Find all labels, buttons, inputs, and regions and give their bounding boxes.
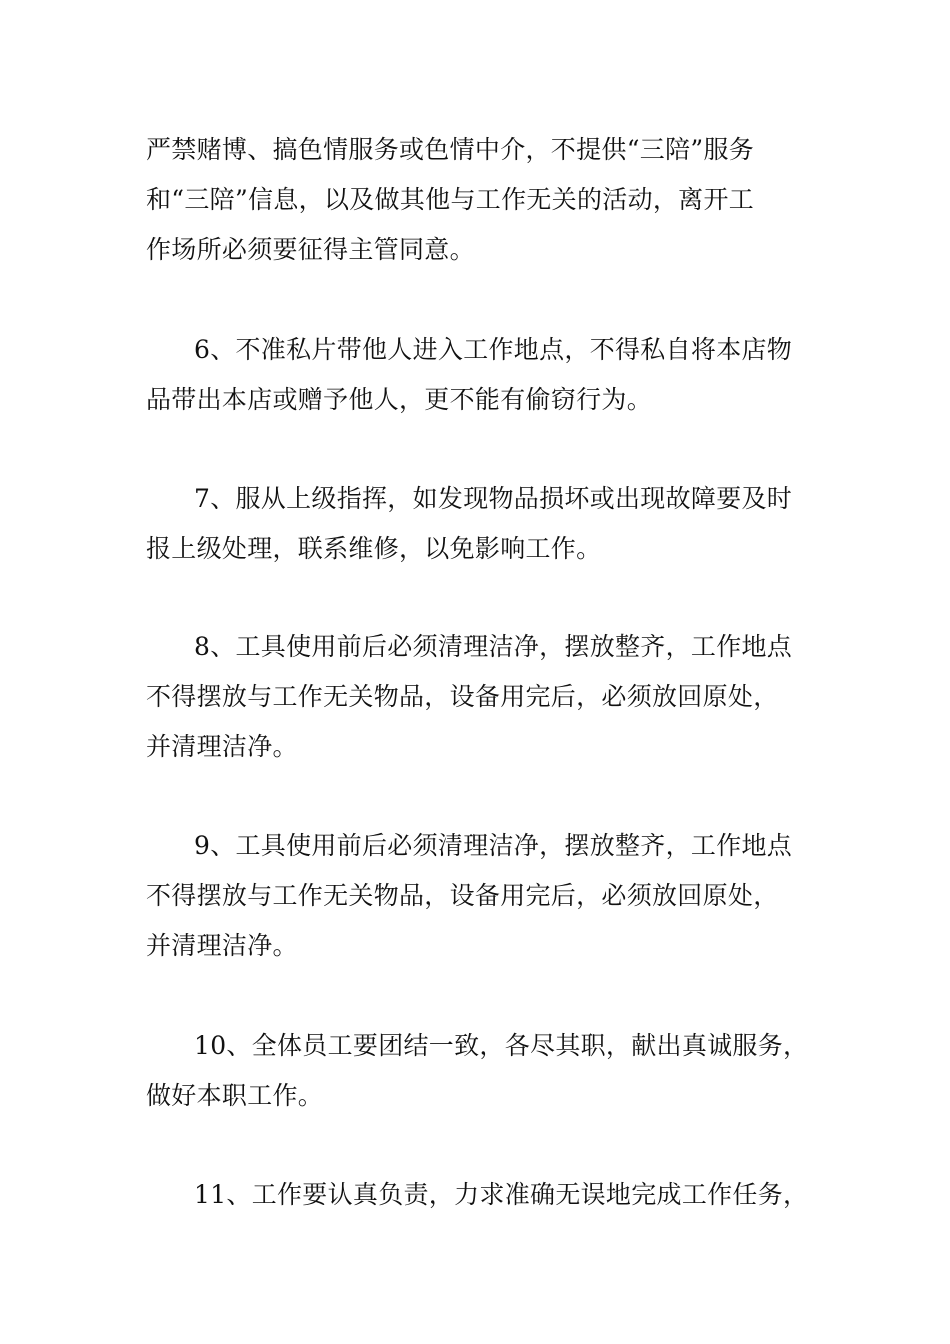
paragraph-line: 并清理洁净。 xyxy=(146,732,298,761)
paragraph-line: 不得摆放与工作无关物品，设备用完后，必须放回原处， xyxy=(146,881,779,910)
paragraph-line: 并清理洁净。 xyxy=(146,931,298,960)
paragraph-line: 报上级处理，联系维修，以免影响工作。 xyxy=(146,534,602,563)
paragraph-line: 不得摆放与工作无关物品，设备用完后，必须放回原处， xyxy=(146,682,779,711)
paragraph-line: 做好本职工作。 xyxy=(146,1081,324,1110)
paragraph-line: 7、服从上级指挥，如发现物品损坏或出现故障要及时 xyxy=(194,484,793,513)
paragraph-line: 8、工具使用前后必须清理洁净，摆放整齐，工作地点 xyxy=(194,632,793,661)
paragraph-line: 和“三陪”信息，以及做其他与工作无关的活动，离开工 xyxy=(146,185,755,214)
paragraph-line: 11、工作要认真负责，力求准确无误地完成工作任务， xyxy=(194,1180,809,1209)
paragraph-line: 品带出本店或赠予他人，更不能有偷窃行为。 xyxy=(146,385,653,414)
paragraph-line: 6、不准私片带他人进入工作地点，不得私自将本店物 xyxy=(194,335,793,364)
paragraph-line: 10、全体员工要团结一致，各尽其职，献出真诚服务， xyxy=(194,1031,809,1060)
paragraph-line: 严禁赌博、搞色情服务或色情中介，不提供“三陪”服务 xyxy=(146,135,755,164)
paragraph-line: 作场所必须要征得主管同意。 xyxy=(146,235,475,264)
paragraph-line: 9、工具使用前后必须清理洁净，摆放整齐，工作地点 xyxy=(194,831,793,860)
